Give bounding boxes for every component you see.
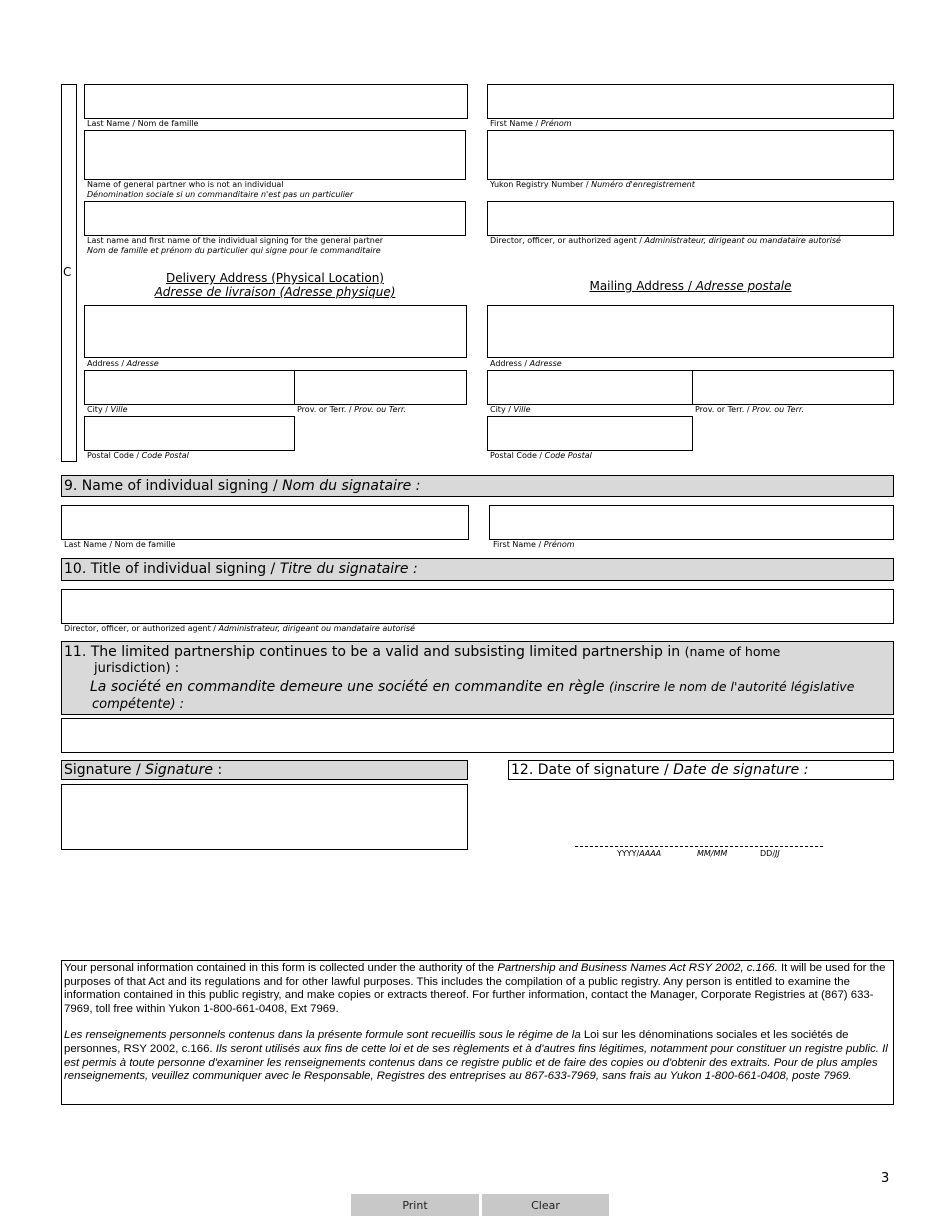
delivery-address-label: Address / Adresse [87, 359, 159, 368]
page-number: 3 [881, 1171, 890, 1186]
privacy-notice-english: Your personal information contained in this form is collected under the authority of the Partnership and Business Names Act RSY 2002, c.166. It will be used for the purposes of that Act and its regulations and for other lawful purposes. This includes the compilation of a public registry. Any person is entitled to examine the information contained in this public registry, and make copies or extracts thereof. For further information, contact the Manager, Corporate Registries at (867) 633-7969, toll free within Yukon 1-800-661-0408, Ext 7969. [64, 962, 886, 1015]
date-mm-label: MM/MM [697, 849, 728, 858]
mailing-prov-label: Prov. or Terr. / Prov. ou Terr. [695, 405, 804, 414]
partner-agent-title-input[interactable] [487, 201, 894, 236]
signer-title-label: Director, officer, or authorized agent / Administrateur, dirigeant ou mandataire autorisé [64, 624, 415, 633]
registry-number-label: Yukon Registry Number / Numéro d'enregistrement [490, 180, 695, 189]
signer-last-name-input[interactable] [61, 505, 469, 540]
delivery-address-input[interactable] [84, 305, 467, 358]
delivery-postal-input[interactable] [84, 416, 295, 451]
signer-first-name-input[interactable] [489, 505, 894, 540]
privacy-notice [61, 960, 894, 1105]
delivery-address-header: Delivery Address (Physical Location) Adresse de livraison (Adresse physique) [154, 271, 396, 299]
mailing-address-input[interactable] [487, 305, 894, 358]
partner-agent-title-label: Director, officer, or authorized agent / Administrateur, dirigeant ou mandataire autorisé [490, 236, 841, 245]
mailing-address-header: Mailing Address / Adresse postale [589, 279, 792, 293]
mailing-city-label: City / Ville [490, 405, 531, 414]
nonindividual-partner-label: Name of general partner who is not an individual Dénomination sociale si un commanditaire n'est pas un particulier [87, 180, 354, 199]
section-10-header: 10. Title of individual signing / Titre du signataire : [61, 558, 894, 581]
delivery-postal-label: Postal Code / Code Postal [87, 451, 189, 460]
print-button[interactable]: Print [351, 1194, 479, 1216]
signature-field[interactable] [61, 784, 468, 850]
nonindividual-partner-input[interactable] [84, 130, 466, 180]
signature-header: Signature / Signature : [61, 760, 468, 780]
section-letter: C [63, 265, 72, 279]
partner-last-name-input[interactable] [84, 84, 468, 119]
section-9-header: 9. Name of individual signing / Nom du signataire : [61, 475, 894, 497]
mailing-address-label: Address / Adresse [490, 359, 562, 368]
partner-last-name-label: Last Name / Nom de famille [87, 119, 199, 128]
section-12-header: 12. Date of signature / Date de signature : [508, 760, 894, 780]
signer-first-name-label: First Name / Prénom [493, 540, 575, 549]
delivery-prov-input[interactable] [294, 370, 467, 405]
signer-last-name-label: Last Name / Nom de famille [64, 540, 176, 549]
mailing-postal-label: Postal Code / Code Postal [490, 451, 592, 460]
registry-number-input[interactable] [487, 130, 894, 180]
section-11-header: 11. The limited partnership continues to be a valid and subsisting limited partnership in (name of home jurisdiction) : La société en commandite demeure une société en commandite en règle (inscrire le nom de l'autorité législative compétente) : [61, 641, 894, 715]
mailing-postal-input[interactable] [487, 416, 693, 451]
delivery-city-input[interactable] [84, 370, 295, 405]
date-dd-label: DD/JJ [760, 849, 780, 858]
delivery-city-label: City / Ville [87, 405, 128, 414]
date-of-signature-input[interactable] [575, 828, 823, 847]
delivery-prov-label: Prov. or Terr. / Prov. ou Terr. [297, 405, 406, 414]
partner-first-name-input[interactable] [487, 84, 894, 119]
partner-first-name-label: First Name / Prénom [490, 119, 572, 128]
general-partner-signer-label: Last name and first name of the individual signing for the general partner Nom de famille et prénom du particulier qui signe pour le commanditaire [87, 236, 384, 255]
clear-button[interactable]: Clear [482, 1194, 609, 1216]
general-partner-signer-input[interactable] [84, 201, 466, 236]
signer-title-input[interactable] [61, 589, 894, 624]
mailing-city-input[interactable] [487, 370, 693, 405]
date-yyyy-label: YYYY/AAAA [617, 849, 662, 858]
home-jurisdiction-input[interactable] [61, 718, 894, 753]
privacy-notice-french: Les renseignements personnels contenus dans la présente formule sont recueillis sous le régime de la Loi sur les dénominations sociales et les sociétés de personnes, RSY 2002, c.166. Ils seront utilisés aux fins de cette loi et de ses règlements et à d'autres fins légitimes, notamment pour constituer un registre public. Il est permis à toute personne d'examiner les renseignements contenus dans ce registre public et de faire des copies ou d'obtenir des extraits. Pour de plus amples renseignements, veuillez communiquer avec le Responsable, Registres des entreprises au 867-633-7969, sans frais au Yukon 1-800-661-0408, poste 7969. [64, 1029, 888, 1083]
mailing-prov-input[interactable] [692, 370, 894, 405]
